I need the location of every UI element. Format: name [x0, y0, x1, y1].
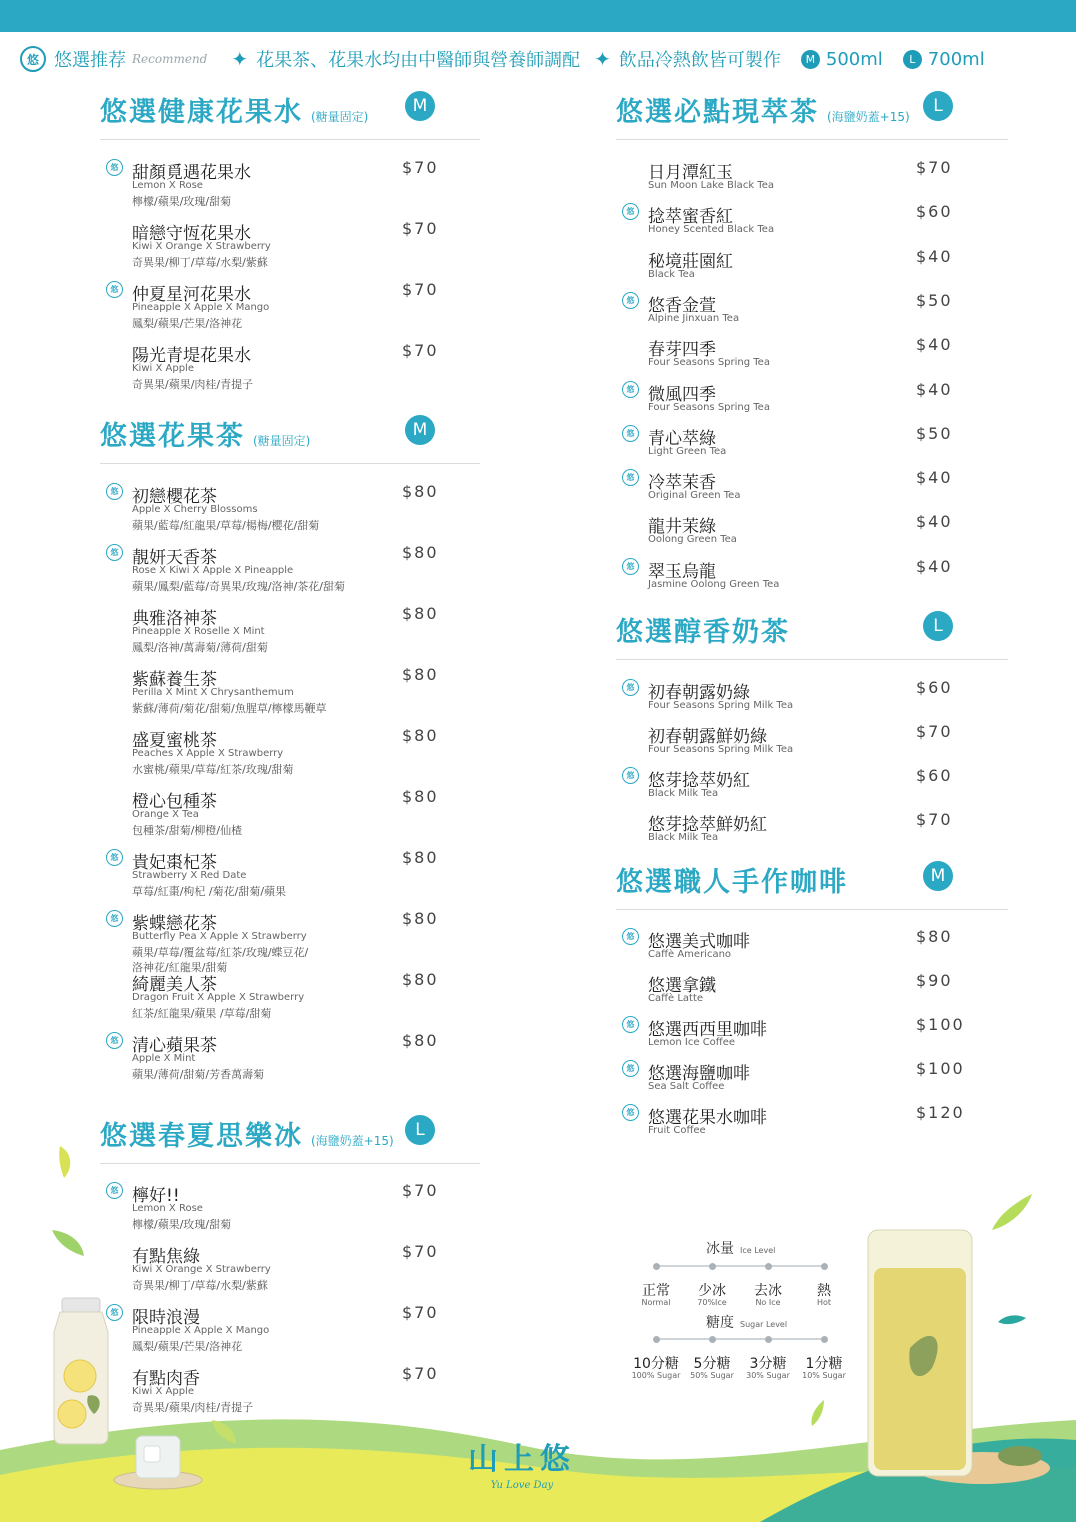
- item-price: $70: [402, 1364, 439, 1383]
- item-price: $80: [402, 787, 439, 806]
- item-english-name: Four Seasons Spring Tea: [648, 357, 770, 369]
- recommended-mark-icon: 悠: [622, 1016, 639, 1033]
- item-price: $70: [916, 810, 953, 829]
- section-title-text: 悠選花果茶: [100, 421, 245, 452]
- item-name: 橙心包種茶: [132, 792, 217, 812]
- brand-tagline: Yu Love Day: [490, 1480, 554, 1491]
- item-name: 悠選海鹽咖啡: [648, 1064, 750, 1084]
- fruit-water-bottle-image: [48, 1296, 114, 1446]
- item-english-name: Kiwi X Orange X Strawberry: [132, 241, 271, 252]
- section-size-badge: L: [405, 1115, 435, 1145]
- item-price: $80: [402, 482, 439, 501]
- item-english-name: Dragon Fruit X Apple X Strawberry: [132, 992, 305, 1003]
- item-name: 捻萃蜜香紅: [648, 207, 733, 228]
- item-name: 清心蘋果茶: [132, 1036, 217, 1056]
- size-m-volume: 500ml: [825, 48, 883, 70]
- level-label: 去冰: [754, 1283, 782, 1299]
- section-header: [100, 404, 480, 464]
- item-english-name: Black Milk Tea: [648, 832, 719, 843]
- item-price: $60: [916, 678, 953, 697]
- item-english-name: Alpine Jinxuan Tea: [648, 312, 740, 324]
- section-title: [100, 1114, 394, 1153]
- section-header: [616, 850, 1008, 910]
- item-english-name: Jasmine Oolong Green Tea: [648, 578, 780, 590]
- recommended-mark-icon: 悠: [106, 910, 123, 927]
- item-price: $50: [916, 423, 953, 443]
- item-price: $40: [916, 335, 953, 355]
- item-price: $60: [916, 766, 953, 785]
- item-name: 春芽四季: [648, 340, 716, 361]
- level-dot: [653, 1263, 660, 1270]
- item-ingredients: 蘋果/鳳梨/藍莓/奇異果/玫瑰/洛神/茶花/甜菊: [132, 580, 345, 593]
- item-price: $120: [916, 1103, 965, 1122]
- recommended-mark-icon: 悠: [106, 1182, 123, 1199]
- section-note: (糖量固定): [253, 434, 311, 448]
- section-coffee: [616, 850, 1008, 1136]
- item-name: 悠選拿鐵: [648, 976, 716, 996]
- item-ingredients: 草莓/紅棗/枸杞 /菊花/甜菊/蘋果: [132, 885, 287, 898]
- level-sublabel: Hot: [816, 1298, 832, 1307]
- green-tea-glass-image: [862, 1228, 1052, 1498]
- level-sublabel: 10% Sugar: [802, 1371, 846, 1380]
- item-ingredients: 紅茶/紅龍果/蘋果 /草莓/甜菊: [132, 1007, 272, 1020]
- section-title: [616, 860, 848, 899]
- level-label: 5分糖: [693, 1356, 731, 1372]
- item-name: 微風四季: [648, 384, 716, 405]
- leaf-icon: [210, 1418, 238, 1446]
- recommended-mark-icon: 悠: [106, 849, 123, 866]
- item-name: 有點焦綠: [132, 1247, 200, 1267]
- item-ingredients: 洛神花/紅龍果/甜菊: [132, 961, 228, 974]
- item-ingredients: 鳳梨/洛神/萬壽菊/薄荷/甜菊: [132, 641, 268, 654]
- leaf-icon: [990, 1192, 1034, 1232]
- item-english-name: Lemon Ice Coffee: [648, 1037, 735, 1048]
- section-header: [100, 80, 480, 140]
- level-sublabel: 50% Sugar: [690, 1371, 734, 1380]
- item-english-name: Pineapple X Roselle X Mint: [132, 626, 265, 637]
- item-name: 檸好!!: [132, 1186, 180, 1206]
- level-dot: [821, 1263, 828, 1270]
- item-english-name: Apple X Cherry Blossoms: [132, 504, 258, 515]
- recommended-mark-icon: 悠: [106, 1032, 123, 1049]
- item-price: $90: [916, 971, 953, 990]
- level-label: 1分糖: [805, 1356, 843, 1372]
- item-price: $70: [402, 280, 439, 299]
- item-ingredients: 鳳梨/蘋果/芒果/洛神花: [132, 1340, 243, 1353]
- item-name: 紫蘇養生茶: [132, 670, 217, 690]
- item-english-name: Sun Moon Lake Black Tea: [648, 180, 774, 191]
- item-name: 青心萃綠: [648, 428, 716, 449]
- section-note: (海鹽奶蓋+15): [311, 1134, 394, 1148]
- leaf-icon: [808, 1398, 826, 1428]
- section-header: [616, 80, 1008, 140]
- item-name: 悠芽捻萃鮮奶紅: [648, 815, 767, 835]
- item-price: $70: [402, 1181, 439, 1200]
- item-ingredients: 檸檬/蘋果/玫瑰/甜菊: [132, 1218, 232, 1231]
- section-title-text: 悠選健康花果水: [100, 97, 303, 128]
- level-sublabel: 70%Ice: [697, 1298, 727, 1307]
- item-ingredients: 奇異果/蘋果/肉桂/青提子: [132, 378, 254, 391]
- item-ingredients: 蘋果/藍莓/紅龍果/草莓/楊梅/櫻花/甜菊: [132, 519, 320, 532]
- level-sublabel: 100% Sugar: [631, 1371, 681, 1380]
- item-price: $80: [402, 848, 439, 867]
- section-title: [100, 414, 310, 453]
- item-english-name: Black Milk Tea: [648, 788, 719, 799]
- item-name: 甜顏覓遇花果水: [132, 163, 251, 183]
- item-price: $80: [402, 543, 439, 562]
- section-title-text: 悠選春夏思樂冰: [100, 1121, 303, 1152]
- item-name: 限時浪漫: [132, 1308, 200, 1328]
- item-english-name: Pineapple X Apple X Mango: [132, 1325, 270, 1336]
- recommended-mark-icon: 悠: [106, 483, 123, 500]
- size-l-badge: L: [903, 50, 922, 69]
- section-header: [616, 600, 1008, 660]
- section-title-text: 悠選必點現萃茶: [616, 97, 819, 128]
- level-label: 3分糖: [749, 1356, 787, 1372]
- item-ingredients: 奇異果/柳丁/草莓/水梨/紫蘇: [132, 256, 268, 269]
- ice-sugar-legend: [630, 1236, 860, 1386]
- level-dot: [709, 1336, 716, 1343]
- item-english-name: Black Tea: [648, 268, 695, 280]
- brand-name: 山上悠: [468, 1442, 576, 1477]
- recommended-mark-icon: 悠: [622, 928, 639, 945]
- item-english-name: Apple X Mint: [132, 1053, 196, 1064]
- section-title: [616, 610, 790, 649]
- level-dot: [765, 1263, 772, 1270]
- item-english-name: Kiwi X Orange X Strawberry: [132, 1264, 271, 1275]
- item-english-name: Four Seasons Spring Tea: [648, 401, 770, 413]
- formula-note: 花果茶、花果水均由中醫師與營養師調配: [256, 50, 581, 71]
- item-name: 暗戀守恆花果水: [132, 224, 251, 244]
- level-sublabel: Normal: [641, 1298, 671, 1307]
- item-price: $80: [402, 665, 439, 684]
- section-fruit-tea: [100, 404, 480, 1081]
- ice-level-title: 冰量 Ice Level: [706, 1241, 776, 1257]
- section-smoothie: [100, 1104, 480, 1414]
- item-ingredients: 奇異果/蘋果/肉桂/青提子: [132, 1401, 254, 1414]
- item-ingredients: 鳳梨/蘋果/芒果/洛神花: [132, 317, 243, 330]
- item-price: $80: [402, 970, 439, 989]
- section-header: [100, 1104, 480, 1164]
- item-english-name: Light Green Tea: [648, 445, 727, 457]
- leaf-icon: [56, 1144, 76, 1180]
- item-english-name: Lemon X Rose: [132, 1203, 203, 1214]
- item-ingredients: 蘋果/草莓/覆盆莓/紅茶/玫瑰/蝶豆花/: [132, 946, 309, 959]
- recommended-mark-icon: 悠: [622, 203, 639, 220]
- section-size-badge: L: [923, 91, 953, 121]
- item-name: 有點肉香: [132, 1369, 200, 1389]
- item-name: 綺麗美人茶: [132, 975, 217, 995]
- small-glass-image: [110, 1428, 206, 1490]
- item-price: $40: [916, 512, 953, 532]
- section-size-badge: M: [405, 415, 435, 445]
- item-name: 紫蝶戀花茶: [132, 914, 217, 934]
- section-note: (糖量固定): [311, 110, 369, 124]
- item-name: 龍井茉綠: [648, 517, 716, 538]
- sparkle-icon: ✦: [231, 47, 249, 71]
- brand-logo: [462, 1434, 582, 1491]
- item-name: 初春朝露奶綠: [648, 683, 750, 703]
- recommend-label: 悠選推荐: [54, 50, 126, 71]
- section-milk-tea: [616, 600, 1008, 843]
- hot-cold-note: 飲品冷熱飲皆可製作: [618, 50, 781, 71]
- item-name: 秘境莊園紅: [648, 251, 733, 272]
- item-price: $70: [402, 1242, 439, 1261]
- recommend-script: Recommend: [132, 52, 208, 66]
- header-bar: [20, 42, 1060, 76]
- item-english-name: Four Seasons Spring Milk Tea: [648, 744, 794, 755]
- size-l-volume: 700ml: [927, 48, 985, 70]
- item-english-name: Honey Scented Black Tea: [648, 224, 775, 236]
- item-english-name: Oolong Green Tea: [648, 534, 737, 546]
- item-name: 翠玉烏龍: [648, 561, 716, 582]
- item-price: $70: [916, 158, 953, 177]
- recommended-mark-icon: 悠: [622, 469, 639, 486]
- yo-logo-icon: 悠: [20, 46, 46, 72]
- section-title-text: 悠選醇香奶茶: [616, 617, 790, 648]
- item-price: $70: [916, 722, 953, 741]
- item-name: 日月潭紅玉: [648, 163, 733, 183]
- item-name: 盛夏蜜桃茶: [132, 731, 217, 751]
- item-name: 初春朝露鮮奶綠: [648, 727, 767, 747]
- item-price: $80: [402, 604, 439, 623]
- item-english-name: Caffè Latte: [648, 993, 704, 1004]
- section-title-text: 悠選職人手作咖啡: [616, 867, 848, 898]
- level-label: 熱: [817, 1283, 831, 1299]
- item-price: $80: [402, 1031, 439, 1050]
- item-english-name: Pineapple X Apple X Mango: [132, 302, 270, 313]
- section-title: [616, 90, 910, 129]
- item-price: $80: [916, 927, 953, 946]
- top-banner: [0, 0, 1076, 32]
- item-name: 仲夏星河花果水: [132, 285, 251, 305]
- item-english-name: Rose X Kiwi X Apple X Pineapple: [132, 565, 294, 576]
- item-name: 悠選美式咖啡: [648, 932, 750, 952]
- ice-level-track: [656, 1265, 824, 1267]
- level-dot: [821, 1336, 828, 1343]
- item-english-name: Peaches X Apple X Strawberry: [132, 748, 284, 759]
- item-english-name: Fruit Coffee: [648, 1125, 706, 1136]
- item-english-name: Perilla X Mint X Chrysanthemum: [132, 687, 294, 698]
- level-dot: [653, 1336, 660, 1343]
- item-price: $40: [916, 246, 953, 266]
- item-price: $40: [916, 556, 953, 576]
- recommended-mark-icon: 悠: [622, 767, 639, 784]
- recommended-mark-icon: 悠: [622, 1060, 639, 1077]
- section-brew-tea: [616, 80, 1008, 590]
- section-fruit-water: [100, 80, 480, 391]
- recommended-mark-icon: 悠: [622, 292, 639, 309]
- recommended-mark-icon: 悠: [106, 544, 123, 561]
- item-price: $70: [402, 1303, 439, 1322]
- section-note: (海鹽奶蓋+15): [827, 110, 910, 124]
- item-name: 靚妍天香茶: [132, 548, 217, 568]
- size-m-badge: M: [801, 50, 820, 69]
- item-english-name: Butterfly Pea X Apple X Strawberry: [132, 931, 307, 942]
- level-label: 正常: [642, 1283, 670, 1299]
- item-english-name: Strawberry X Red Date: [132, 870, 247, 881]
- item-price: $40: [916, 468, 953, 488]
- leaf-icon: [50, 1228, 86, 1258]
- item-english-name: Sea Salt Coffee: [648, 1081, 725, 1092]
- item-english-name: Caffè Americano: [648, 949, 732, 960]
- item-price: $40: [916, 379, 953, 399]
- item-name: 典雅洛神茶: [132, 609, 217, 629]
- item-english-name: Kiwi X Apple: [132, 1386, 194, 1397]
- item-english-name: Orange X Tea: [132, 809, 199, 820]
- item-name: 悠香金萱: [648, 295, 716, 316]
- item-price: $50: [916, 290, 953, 310]
- recommended-mark-icon: 悠: [622, 381, 639, 398]
- level-sublabel: No Ice: [755, 1298, 781, 1307]
- recommended-mark-icon: 悠: [622, 558, 639, 575]
- item-price: $70: [402, 341, 439, 360]
- item-ingredients: 蘋果/薄荷/甜菊/芳香萬壽菊: [132, 1068, 265, 1081]
- recommended-mark-icon: 悠: [622, 425, 639, 442]
- item-english-name: Kiwi X Apple: [132, 363, 194, 374]
- item-price: $70: [402, 158, 439, 177]
- section-size-badge: M: [405, 91, 435, 121]
- section-size-badge: L: [923, 611, 953, 641]
- level-dot: [709, 1263, 716, 1270]
- recommended-mark-icon: 悠: [106, 159, 123, 176]
- recommended-mark-icon: 悠: [622, 1104, 639, 1121]
- item-ingredients: 檸檬/蘋果/玫瑰/甜菊: [132, 195, 232, 208]
- recommended-mark-icon: 悠: [622, 679, 639, 696]
- item-name: 初戀櫻花茶: [132, 487, 217, 507]
- item-name: 貴妃棗杞茶: [132, 853, 217, 873]
- item-name: 悠選西西里咖啡: [648, 1020, 767, 1040]
- item-name: 悠選花果水咖啡: [648, 1108, 767, 1128]
- item-price: $100: [916, 1015, 965, 1034]
- item-name: 陽光青堤花果水: [132, 346, 251, 366]
- item-name: 悠芽捻萃奶紅: [648, 771, 750, 791]
- sugar-level-title: 糖度 Sugar Level: [706, 1315, 788, 1331]
- item-price: $80: [402, 726, 439, 745]
- item-price: $60: [916, 202, 953, 222]
- section-size-badge: M: [923, 861, 953, 891]
- item-price: $80: [402, 909, 439, 928]
- item-name: 冷萃茉香: [648, 473, 716, 494]
- recommended-mark-icon: 悠: [106, 281, 123, 298]
- level-dot: [765, 1336, 772, 1343]
- section-title: [100, 90, 368, 129]
- sparkle-icon: ✦: [594, 47, 611, 71]
- level-label: 少冰: [698, 1283, 726, 1299]
- item-english-name: Original Green Tea: [648, 490, 741, 502]
- item-ingredients: 奇異果/柳丁/草莓/水梨/紫蘇: [132, 1279, 268, 1292]
- sugar-level-track: [656, 1338, 824, 1340]
- level-label: 10分糖: [633, 1356, 679, 1372]
- item-ingredients: 紫蘇/薄荷/菊花/甜菊/魚腥草/檸檬馬鞭草: [132, 702, 327, 715]
- item-english-name: Lemon X Rose: [132, 180, 203, 191]
- recommended-mark-icon: 悠: [106, 1304, 123, 1321]
- item-ingredients: 包種茶/甜菊/柳橙/仙楂: [132, 824, 243, 837]
- item-ingredients: 水蜜桃/蘋果/草莓/紅茶/玫瑰/甜菊: [132, 763, 294, 776]
- item-price: $70: [402, 219, 439, 238]
- item-english-name: Four Seasons Spring Milk Tea: [648, 700, 794, 711]
- item-price: $100: [916, 1059, 965, 1078]
- level-sublabel: 30% Sugar: [746, 1371, 790, 1380]
